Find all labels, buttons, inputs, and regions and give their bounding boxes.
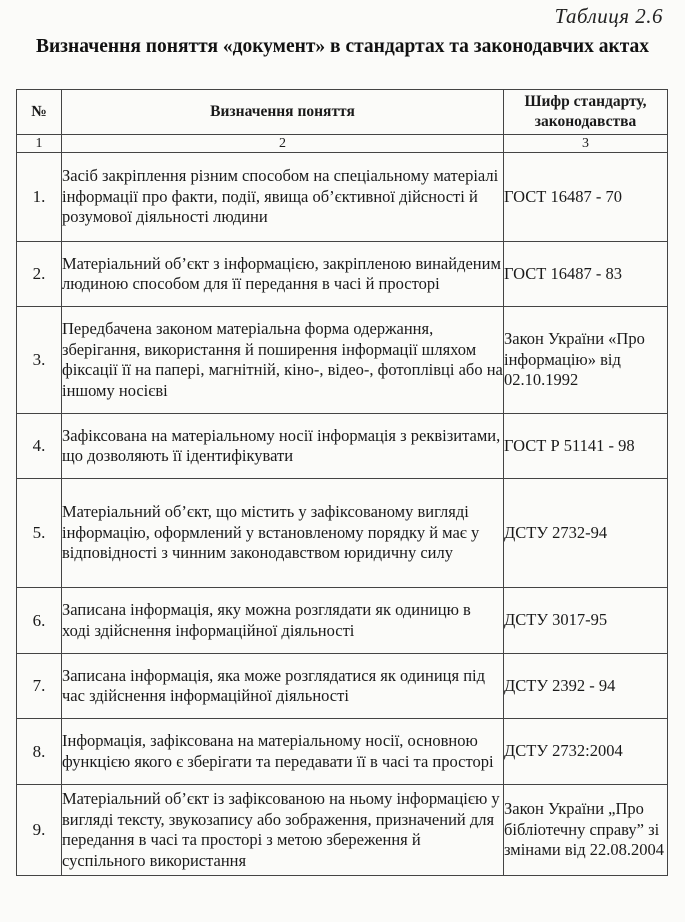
row-definition: Засіб закріплення різним способом на спеціальному матеріалі інформації про факти, події, явища об’єктивної дійсності й розумової діяльності людини — [62, 153, 504, 242]
row-definition: Записана інформація, яка може розглядатися як одиниця під час здійснення інформаційної діяльності — [62, 654, 504, 719]
row-number: 4. — [17, 414, 62, 479]
column-number: 2 — [62, 135, 504, 153]
row-number: 1. — [17, 153, 62, 242]
table-row — [17, 153, 668, 242]
table-title: Визначення поняття «документ» в стандартах та законодавчих актах — [35, 36, 650, 57]
row-code: Закон України «Про інформацію» від 02.10.1992 — [504, 307, 668, 414]
row-code: Закон України „Про бібліотечну справу” зі змінами від 22.08.2004 — [504, 785, 668, 876]
column-number: 3 — [504, 135, 668, 153]
header-num: № — [17, 90, 62, 135]
row-definition: Записана інформація, яку можна розглядати як одиницю в ході здійснення інформаційної діяльності — [62, 588, 504, 654]
row-number: 9. — [17, 785, 62, 876]
row-number: 3. — [17, 307, 62, 414]
definitions-table — [16, 89, 668, 876]
row-number: 2. — [17, 242, 62, 307]
row-number: 8. — [17, 719, 62, 785]
table-row — [17, 719, 668, 785]
row-number: 6. — [17, 588, 62, 654]
table-row — [17, 654, 668, 719]
row-code: ДСТУ 3017-95 — [504, 588, 668, 654]
header-row — [17, 90, 668, 135]
table-row — [17, 242, 668, 307]
row-code: ГОСТ 16487 - 83 — [504, 242, 668, 307]
header-code: Шифр стандарту, законодавства — [504, 90, 668, 135]
row-definition: Передбачена законом матеріальна форма одержання, зберігання, використання й поширення інформації шляхом фіксації її на папері, магнітній, кіно-, відео-, фотоплівці або на іншому носієві — [62, 307, 504, 414]
table-row — [17, 479, 668, 588]
row-definition: Матеріальний об’єкт із зафіксованою на ньому інформацією у вигляді тексту, звукозапису або зображення, призначений для передання в часі та просторі з метою збереження й суспільного використання — [62, 785, 504, 876]
row-number: 7. — [17, 654, 62, 719]
row-code: ГОСТ Р 51141 - 98 — [504, 414, 668, 479]
row-definition: Матеріальний об’єкт, що містить у зафіксованому вигляді інформацію, оформлений у встановленому порядку й має у відповідності з чинним законодавством юридичну силу — [62, 479, 504, 588]
header-definition: Визначення поняття — [62, 90, 504, 135]
row-code: ДСТУ 2732-94 — [504, 479, 668, 588]
table-row — [17, 414, 668, 479]
table-row — [17, 307, 668, 414]
column-number: 1 — [17, 135, 62, 153]
column-number-row — [17, 135, 668, 153]
table-row — [17, 785, 668, 876]
row-definition: Інформація, зафіксована на матеріальному носії, основною функцією якого є зберігати та передавати її в часі та просторі — [62, 719, 504, 785]
row-definition: Зафіксована на матеріальному носії інформація з реквізитами, що дозволяють її ідентифікувати — [62, 414, 504, 479]
table-label: Таблиця 2.6 — [554, 4, 663, 28]
row-code: ДСТУ 2732:2004 — [504, 719, 668, 785]
row-number: 5. — [17, 479, 62, 588]
row-definition: Матеріальний об’єкт з інформацією, закріпленою винайденим людиною способом для її передання в часі й просторі — [62, 242, 504, 307]
row-code: ГОСТ 16487 - 70 — [504, 153, 668, 242]
table-row — [17, 588, 668, 654]
row-code: ДСТУ 2392 - 94 — [504, 654, 668, 719]
